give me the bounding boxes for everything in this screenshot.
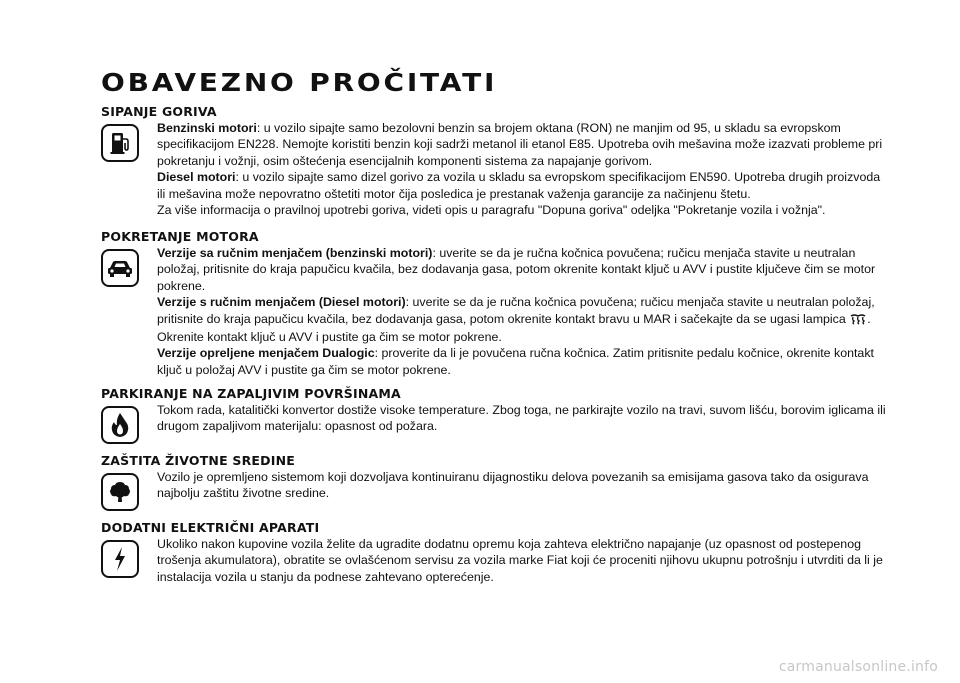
car-icon — [101, 249, 139, 287]
section-environment — [101, 453, 891, 502]
section-parking — [101, 386, 891, 435]
paragraph — [157, 345, 891, 378]
paragraph-text: Ukoliko nakon kupovine vozila želite da ugradite dodatnu opremu koja zahteva električno napajanje (uz opasnost od postepenog trošenja akumulatora), obratite se ovlašćenom servisu za vozila marke Fiat koji će proceniti njihovu ukupnu potrošnju i utvrditi da li je instalacija vozila u stanju da podnese zahtevano opterećenje. — [157, 537, 883, 584]
paragraph-text: : u vozilo sipajte samo dizel gorivo za vozila u skladu sa evropskom specifikacijom EN590. Upotreba drugih proizvoda ili mešavina može nepovratno oštetiti motor čija posledica je prestanak važenja garancije za načinjenu štetu. — [157, 170, 881, 201]
fuel-pump-icon — [101, 124, 139, 162]
paragraph — [157, 469, 891, 502]
section-electrical — [101, 520, 891, 585]
page-title: OBAVEZNO PROČITATI — [101, 68, 498, 97]
paragraph-text: Za više informacija o pravilnoj upotrebi goriva, videti opis u paragrafu "Dopuna goriva" odeljka "Pokretanje vozila i vožnja". — [157, 203, 826, 218]
section-start — [101, 229, 891, 378]
section-body-parking — [101, 402, 891, 435]
tree-icon — [101, 473, 139, 511]
glow-plug-icon — [850, 313, 866, 329]
term-manual-petrol: Verzije sa ručnim menjačem (benzinski motori) — [157, 246, 433, 260]
section-heading-start: POKRETANJE MOTORA — [101, 229, 259, 244]
term-petrol-engines: Benzinski motori — [157, 121, 257, 135]
paragraph-text: : proverite da li je povučena ručna kočnica. Zatim pritisnite pedalu kočnice, okrenite kontakt ključ u položaj AVV i pustite ga čim se motor pokrene. — [157, 346, 874, 377]
term-diesel-engines: Diesel motori — [157, 170, 236, 185]
paragraph — [157, 294, 891, 345]
paragraph-text: : uverite se da je ručna kočnica povučena; ručicu menjača stavite u neutralan položaj, pritisnite do kraja papučicu kvačila, bez dodavanja gasa, potom okrenite kontakt ključ u AVV i pustite ključeve čim se motor pokrene. — [157, 246, 876, 293]
paragraph-text: : uverite se da je ručna kočnica povučena; ručicu menjača stavite u neutralan položaj, pritisnite do kraja papučicu kvačila, bez dodavanja gasa, potom okrenite kontakt bravu u MAR i sačekajte da se ugasi lampica — [157, 295, 875, 326]
section-body-fuel — [101, 120, 891, 218]
section-body-electrical — [101, 536, 891, 585]
section-fuel — [101, 104, 891, 218]
term-manual-diesel: Verzije s ručnim menjačem (Diesel motori) — [157, 295, 406, 310]
paragraph — [157, 169, 891, 202]
section-heading-environment: ZAŠTITA ŽIVOTNE SREDINE — [101, 453, 295, 468]
paragraph — [157, 120, 891, 169]
section-body-start — [101, 245, 891, 378]
paragraph — [157, 202, 891, 218]
paragraph — [157, 536, 891, 585]
section-heading-parking: PARKIRANJE NA ZAPALJIVIM POVRŠINAMA — [101, 386, 401, 401]
watermark: carmanualsonline.info — [778, 659, 938, 675]
section-body-environment — [101, 469, 891, 502]
flame-icon — [101, 406, 139, 444]
section-heading-electrical: DODATNI ELEKTRIČNI APARATI — [101, 520, 320, 535]
paragraph-text: . Okrenite kontakt ključ u AVV i pustite ga čim se motor pokrene. — [157, 311, 871, 345]
paragraph — [157, 402, 891, 435]
section-heading-fuel: SIPANJE GORIVA — [101, 104, 217, 119]
lightning-icon — [101, 540, 139, 578]
paragraph-text: Tokom rada, katalitički konvertor dostiže visoke temperature. Zbog toga, ne parkirajte vozilo na travi, suvom lišću, borovim iglicama ili drugom zapaljivom materijalu: opasnost od požara. — [157, 403, 886, 434]
paragraph-text: : u vozilo sipajte samo bezolovni benzin sa brojem oktana (RON) ne manjim od 95, u skladu sa evropskom specifikacijom EN228. Nemojte koristiti benzin koji sadrži metanol ili etanol E85. Upotreba ovih mešavina može izazvati probleme pri pokretanju i vožnji, osim oštećenja esencijalnih komponenti sistema za napajanje gorivom. — [157, 121, 883, 168]
term-dualogic: Verzije opreljene menjačem Dualogic — [157, 346, 375, 361]
paragraph — [157, 245, 891, 294]
paragraph-text: Vozilo je opremljeno sistemom koji dozvoljava kontinuiranu dijagnostiku delova povezanih sa emisijama gasova tako da osigurava najbolju zaštitu životne sredine. — [157, 470, 869, 501]
